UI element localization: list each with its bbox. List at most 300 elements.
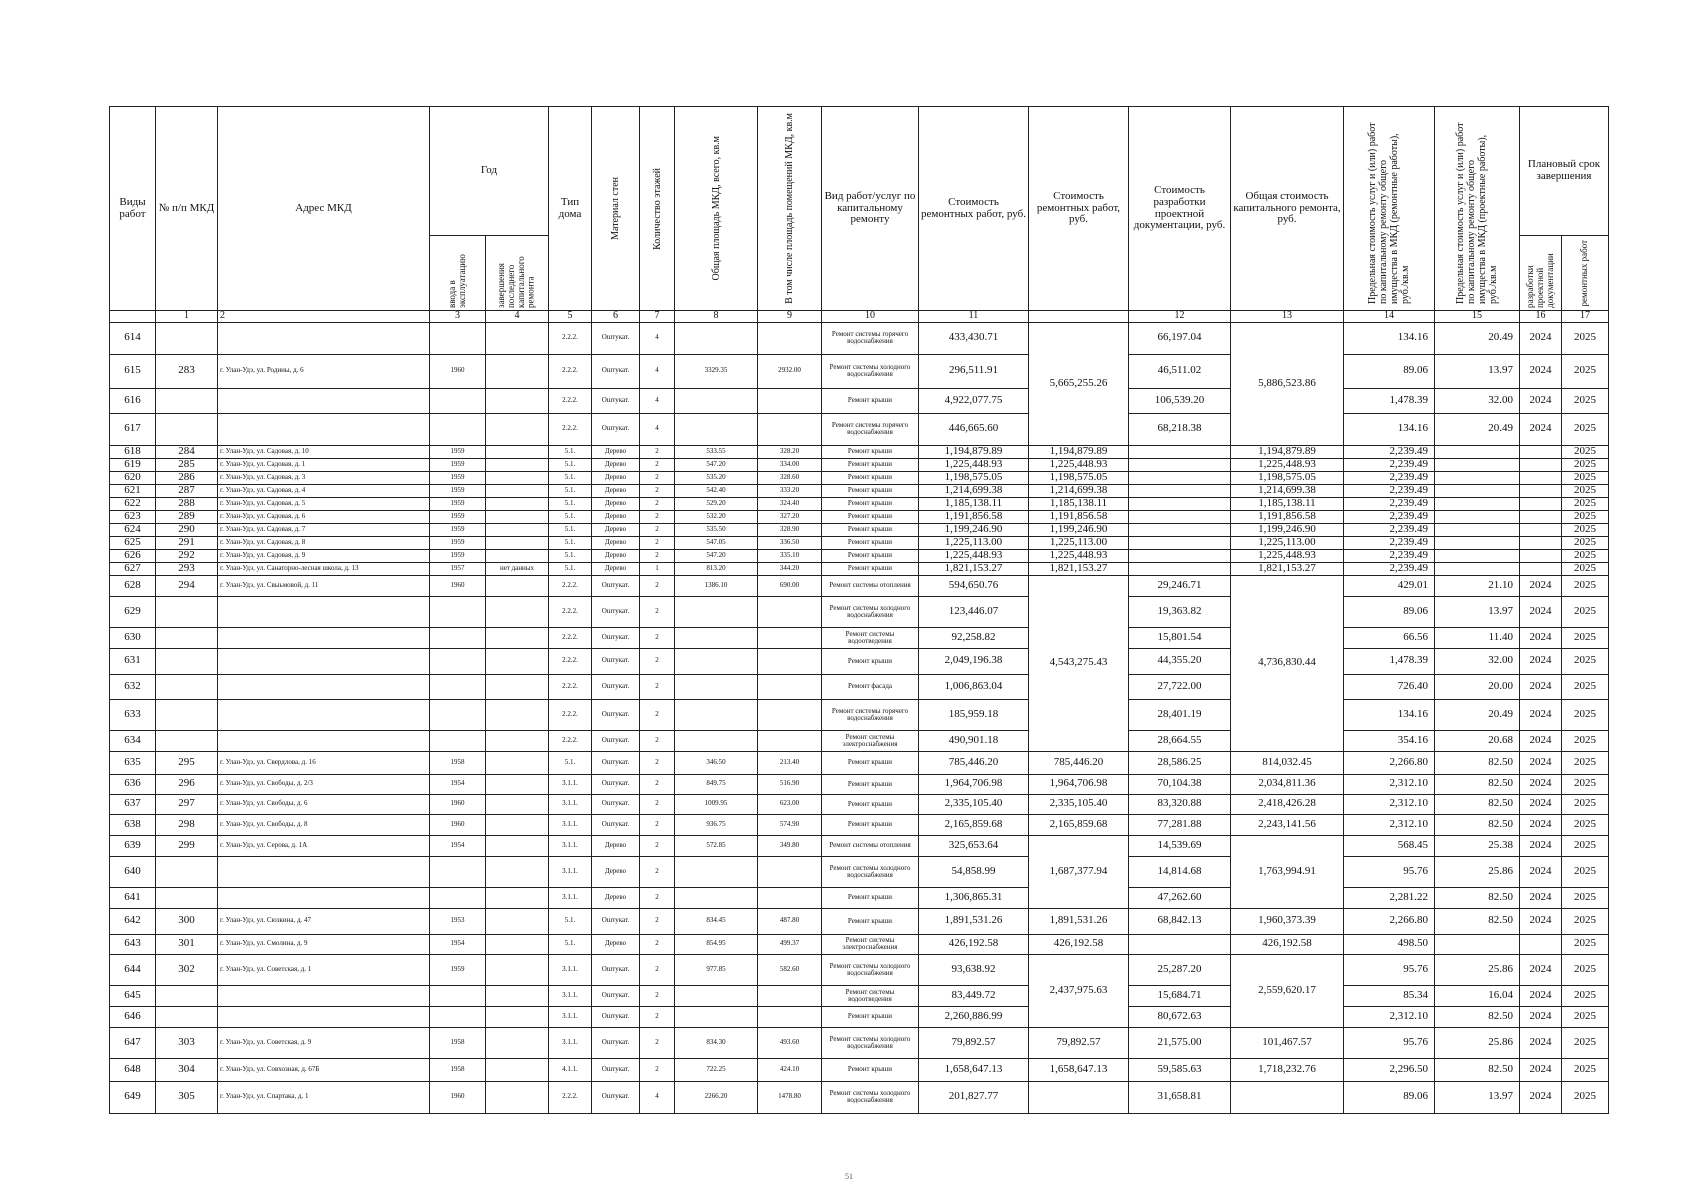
cost-design [1129, 934, 1231, 954]
deadline-works: 2025 [1562, 484, 1609, 497]
row-index: 649 [110, 1081, 156, 1113]
table-row [110, 699, 1609, 730]
deadline-works: 2025 [1562, 354, 1609, 388]
limit-design: 13.97 [1435, 596, 1520, 627]
limit-repair: 134.16 [1344, 413, 1435, 445]
cost-repair: 785,446.20 [919, 751, 1029, 774]
limit-design [1435, 549, 1520, 562]
cost-repair: 2,335,105.40 [919, 794, 1029, 814]
address [218, 596, 430, 627]
address: г. Улан-Удэ, ул. Свободы, д. 6 [218, 794, 430, 814]
limit-design: 82.50 [1435, 887, 1520, 908]
year-commission: 1959 [430, 445, 486, 458]
table-row [110, 536, 1609, 549]
work-type: Ремонт крыши [822, 445, 919, 458]
year-last-repair [486, 934, 549, 954]
work-type: Ремонт крыши [822, 814, 919, 835]
limit-repair: 2,239.49 [1344, 549, 1435, 562]
house-type: 2.2.2. [549, 354, 592, 388]
year-commission: 1959 [430, 484, 486, 497]
row-index: 628 [110, 575, 156, 596]
cost-design [1129, 549, 1231, 562]
page-number: 51 [845, 1172, 853, 1181]
house-type: 3.1.1. [549, 985, 592, 1006]
wall-material: Оштукат. [592, 575, 640, 596]
house-number: 295 [156, 751, 218, 774]
header-limit-repair-cell [1344, 107, 1435, 311]
area-total: 542.40 [675, 484, 758, 497]
cost-design: 14,539.69 [1129, 835, 1231, 856]
table-row [110, 908, 1609, 934]
limit-repair: 2,239.49 [1344, 445, 1435, 458]
limit-design: 82.50 [1435, 794, 1520, 814]
area-rooms: 499.37 [758, 934, 822, 954]
address [218, 985, 430, 1006]
cost-design: 21,575.00 [1129, 1027, 1231, 1058]
row-index: 614 [110, 322, 156, 354]
cost-repair: 1,225,448.93 [919, 458, 1029, 471]
floors: 2 [640, 774, 675, 794]
wall-material: Оштукат. [592, 794, 640, 814]
deadline-works: 2025 [1562, 934, 1609, 954]
year-commission [430, 388, 486, 413]
table-row [110, 794, 1609, 814]
cost-repair: 1,198,575.05 [919, 471, 1029, 484]
house-type: 2.2.2. [549, 575, 592, 596]
house-type: 2.2.2. [549, 413, 592, 445]
table-row [110, 388, 1609, 413]
area-total: 834.45 [675, 908, 758, 934]
area-rooms: 2932.00 [758, 354, 822, 388]
cost-repair: 1,214,699.38 [919, 484, 1029, 497]
deadline-design [1520, 536, 1562, 549]
limit-design: 13.97 [1435, 1081, 1520, 1113]
limit-design [1435, 510, 1520, 523]
year-last-repair [486, 835, 549, 856]
work-type: Ремонт системы холодного водоснабжения [822, 1081, 919, 1113]
house-type: 5.1. [549, 751, 592, 774]
deadline-works: 2025 [1562, 471, 1609, 484]
deadline-works: 2025 [1562, 413, 1609, 445]
cost-design: 68,842.13 [1129, 908, 1231, 934]
year-last-repair [486, 322, 549, 354]
limit-design: 82.50 [1435, 774, 1520, 794]
table-row [110, 562, 1609, 575]
cost-design [1129, 471, 1231, 484]
address: г. Улан-Удэ, ул. Садовая, д. 10 [218, 445, 430, 458]
house-type: 5.1. [549, 536, 592, 549]
limit-repair: 1,478.39 [1344, 388, 1435, 413]
work-type: Ремонт крыши [822, 887, 919, 908]
cost-repair-total: 2,335,105.40 [1029, 794, 1129, 814]
column-numbers-row [110, 311, 1609, 323]
cost-repair-total: 1,198,575.05 [1029, 471, 1129, 484]
deadline-works: 2025 [1562, 388, 1609, 413]
limit-design: 32.00 [1435, 648, 1520, 674]
house-type: 4.1.1. [549, 1058, 592, 1081]
work-type: Ремонт системы холодного водоснабжения [822, 856, 919, 887]
deadline-works: 2025 [1562, 751, 1609, 774]
cost-design: 44,355.20 [1129, 648, 1231, 674]
table-row [110, 985, 1609, 1006]
year-commission: 1959 [430, 471, 486, 484]
floors: 2 [640, 814, 675, 835]
area-total: 936.75 [675, 814, 758, 835]
year-last-repair [486, 699, 549, 730]
house-number: 286 [156, 471, 218, 484]
row-index: 624 [110, 523, 156, 536]
work-type: Ремонт крыши [822, 1058, 919, 1081]
area-total [675, 1006, 758, 1027]
column-number: 13 [1231, 311, 1344, 323]
table-row [110, 627, 1609, 648]
area-total: 854.95 [675, 934, 758, 954]
address [218, 413, 430, 445]
header-area-total-cell [675, 107, 758, 311]
header-cost-total: Общая стоимость капитального ремонта, руб. [1231, 107, 1344, 311]
year-commission: 1954 [430, 934, 486, 954]
column-number: 4 [486, 311, 549, 323]
address: г. Улан-Удэ, ул. Свободы, д. 2/3 [218, 774, 430, 794]
address: г. Улан-Удэ, ул. Садовая, д. 4 [218, 484, 430, 497]
house-type: 5.1. [549, 549, 592, 562]
area-total: 2266.20 [675, 1081, 758, 1113]
address: г. Улан-Удэ, ул. Спартака, д. 1 [218, 1081, 430, 1113]
deadline-works: 2025 [1562, 908, 1609, 934]
house-number [156, 856, 218, 887]
deadline-works: 2025 [1562, 562, 1609, 575]
header-year-last-repair-cell [486, 236, 549, 311]
wall-material: Дерево [592, 497, 640, 510]
cost-total: 2,559,620.17 [1231, 954, 1344, 1027]
year-last-repair [486, 575, 549, 596]
deadline-design [1520, 458, 1562, 471]
work-type: Ремонт системы холодного водоснабжения [822, 354, 919, 388]
year-commission [430, 413, 486, 445]
floors: 2 [640, 856, 675, 887]
cost-repair-total: 1,225,113.00 [1029, 536, 1129, 549]
cost-repair: 1,185,138.11 [919, 497, 1029, 510]
deadline-design: 2024 [1520, 908, 1562, 934]
house-type: 3.1.1. [549, 1027, 592, 1058]
house-type: 2.2.2. [549, 388, 592, 413]
address: г. Улан-Удэ, ул. Садовая, д. 1 [218, 458, 430, 471]
deadline-works: 2025 [1562, 510, 1609, 523]
house-type: 5.1. [549, 934, 592, 954]
year-commission [430, 596, 486, 627]
cost-repair: 1,821,153.27 [919, 562, 1029, 575]
house-number [156, 627, 218, 648]
area-rooms: 327.20 [758, 510, 822, 523]
year-commission: 1954 [430, 774, 486, 794]
area-rooms: 1478.80 [758, 1081, 822, 1113]
deadline-works: 2025 [1562, 985, 1609, 1006]
limit-repair: 2,239.49 [1344, 510, 1435, 523]
limit-repair: 2,312.10 [1344, 1006, 1435, 1027]
limit-repair: 85.34 [1344, 985, 1435, 1006]
work-type: Ремонт крыши [822, 908, 919, 934]
house-number: 297 [156, 794, 218, 814]
row-index: 619 [110, 458, 156, 471]
cost-design: 47,262.60 [1129, 887, 1231, 908]
cost-repair: 1,891,531.26 [919, 908, 1029, 934]
cost-repair-total: 2,165,859.68 [1029, 814, 1129, 835]
year-commission [430, 887, 486, 908]
year-last-repair [486, 536, 549, 549]
header-address: Адрес МКД [218, 107, 430, 311]
floors: 2 [640, 730, 675, 751]
cost-total: 1,198,575.05 [1231, 471, 1344, 484]
cost-repair-total: 426,192.58 [1029, 934, 1129, 954]
wall-material: Оштукат. [592, 730, 640, 751]
area-rooms: 574.90 [758, 814, 822, 835]
cost-total: 1,821,153.27 [1231, 562, 1344, 575]
year-last-repair [486, 674, 549, 699]
year-last-repair [486, 445, 549, 458]
area-total [675, 627, 758, 648]
house-type: 5.1. [549, 908, 592, 934]
deadline-works: 2025 [1562, 674, 1609, 699]
house-number: 284 [156, 445, 218, 458]
house-type: 5.1. [549, 484, 592, 497]
area-rooms [758, 627, 822, 648]
limit-repair: 95.76 [1344, 1027, 1435, 1058]
year-last-repair [486, 648, 549, 674]
work-type: Ремонт системы горячего водоснабжения [822, 699, 919, 730]
deadline-works: 2025 [1562, 497, 1609, 510]
house-number: 298 [156, 814, 218, 835]
address: г. Улан-Удэ, ул. Садовая, д. 3 [218, 471, 430, 484]
header-floors-cell [640, 107, 675, 311]
year-last-repair [486, 388, 549, 413]
area-total: 532.20 [675, 510, 758, 523]
header-num: № п/п МКД [156, 107, 218, 311]
header-year-last-repair: завершения последнего капитального ремонта [496, 256, 536, 308]
header-deadline-design-cell [1520, 236, 1562, 311]
year-last-repair [486, 596, 549, 627]
table-row [110, 751, 1609, 774]
floors: 2 [640, 1027, 675, 1058]
row-index: 615 [110, 354, 156, 388]
cost-repair: 79,892.57 [919, 1027, 1029, 1058]
work-type: Ремонт системы холодного водоснабжения [822, 954, 919, 985]
wall-material: Дерево [592, 562, 640, 575]
area-total: 977.85 [675, 954, 758, 985]
deadline-design [1520, 510, 1562, 523]
limit-design: 82.50 [1435, 1058, 1520, 1081]
cost-total: 1,194,879.89 [1231, 445, 1344, 458]
deadline-design [1520, 445, 1562, 458]
cost-design: 77,281.88 [1129, 814, 1231, 835]
year-last-repair [486, 774, 549, 794]
table-row [110, 497, 1609, 510]
cost-repair: 1,194,879.89 [919, 445, 1029, 458]
cost-repair-total: 1,891,531.26 [1029, 908, 1129, 934]
house-number [156, 674, 218, 699]
floors: 2 [640, 1058, 675, 1081]
floors: 2 [640, 751, 675, 774]
area-rooms [758, 388, 822, 413]
deadline-works: 2025 [1562, 835, 1609, 856]
table-row [110, 523, 1609, 536]
limit-repair: 134.16 [1344, 699, 1435, 730]
row-index: 639 [110, 835, 156, 856]
cost-repair-total: 785,446.20 [1029, 751, 1129, 774]
limit-design: 20.49 [1435, 413, 1520, 445]
wall-material: Оштукат. [592, 1081, 640, 1113]
area-rooms: 324.40 [758, 497, 822, 510]
wall-material: Дерево [592, 835, 640, 856]
floors: 2 [640, 523, 675, 536]
table-row [110, 458, 1609, 471]
year-commission: 1959 [430, 549, 486, 562]
cost-design [1129, 536, 1231, 549]
cost-repair-total: 1,214,699.38 [1029, 484, 1129, 497]
address [218, 1006, 430, 1027]
deadline-works: 2025 [1562, 596, 1609, 627]
column-number: 17 [1562, 311, 1609, 323]
header-deadline-works-cell [1562, 236, 1609, 311]
area-rooms [758, 1006, 822, 1027]
work-type: Ремонт крыши [822, 536, 919, 549]
area-rooms: 690.00 [758, 575, 822, 596]
header-year-commission: ввода в эксплуатацию [446, 254, 467, 308]
cost-design: 28,664.55 [1129, 730, 1231, 751]
work-type: Ремонт системы отопления [822, 835, 919, 856]
floors: 4 [640, 354, 675, 388]
area-rooms: 349.80 [758, 835, 822, 856]
house-type: 2.2.2. [549, 674, 592, 699]
work-type: Ремонт системы электроснабжения [822, 934, 919, 954]
header-floors: Количество этажей [651, 167, 663, 250]
cost-repair: 1,191,856.58 [919, 510, 1029, 523]
limit-repair: 2,239.49 [1344, 471, 1435, 484]
address: г. Улан-Удэ, ул. Смолина, д. 9 [218, 934, 430, 954]
cost-total: 1,199,246.90 [1231, 523, 1344, 536]
header-area-total: Общая площадь МКД, всего, кв.м [710, 136, 722, 281]
floors: 2 [640, 674, 675, 699]
area-total: 346.50 [675, 751, 758, 774]
area-rooms: 344.20 [758, 562, 822, 575]
limit-repair: 2,312.10 [1344, 774, 1435, 794]
work-type: Ремонт крыши [822, 510, 919, 523]
wall-material: Оштукат. [592, 954, 640, 985]
house-number [156, 596, 218, 627]
floors: 2 [640, 471, 675, 484]
address [218, 674, 430, 699]
area-total: 547.20 [675, 549, 758, 562]
work-type: Ремонт системы холодного водоснабжения [822, 1027, 919, 1058]
work-type: Ремонт системы водоотведения [822, 985, 919, 1006]
cost-total: 1,960,373.39 [1231, 908, 1344, 934]
cost-repair: 201,827.77 [919, 1081, 1029, 1113]
limit-repair: 66.56 [1344, 627, 1435, 648]
header-deadline: Плановый срок завершения [1520, 107, 1609, 236]
limit-design: 13.97 [1435, 354, 1520, 388]
cost-total: 2,418,426.28 [1231, 794, 1344, 814]
row-index: 632 [110, 674, 156, 699]
cost-design: 28,401.19 [1129, 699, 1231, 730]
year-last-repair [486, 1081, 549, 1113]
cost-design [1129, 445, 1231, 458]
table-row [110, 575, 1609, 596]
wall-material: Дерево [592, 934, 640, 954]
floors: 2 [640, 934, 675, 954]
cost-repair-total: 1,199,246.90 [1029, 523, 1129, 536]
deadline-design: 2024 [1520, 596, 1562, 627]
deadline-design: 2024 [1520, 699, 1562, 730]
table-row [110, 1058, 1609, 1081]
deadline-design: 2024 [1520, 627, 1562, 648]
year-commission: 1958 [430, 1027, 486, 1058]
cost-repair-total: 1,191,856.58 [1029, 510, 1129, 523]
deadline-design: 2024 [1520, 674, 1562, 699]
header-cost-design: Стоимость разработки проектной документации, руб. [1129, 107, 1231, 311]
year-commission: 1960 [430, 1081, 486, 1113]
limit-repair: 89.06 [1344, 354, 1435, 388]
header-deadline-design: разработки проектной документации [1524, 253, 1555, 308]
area-total [675, 596, 758, 627]
limit-repair: 2,312.10 [1344, 814, 1435, 835]
limit-design [1435, 523, 1520, 536]
wall-material: Дерево [592, 887, 640, 908]
address: г. Улан-Удэ, ул. Садовая, д. 5 [218, 497, 430, 510]
deadline-design: 2024 [1520, 985, 1562, 1006]
cost-total: 1,763,994.91 [1231, 835, 1344, 908]
address: г. Улан-Удэ, ул. Свердлова, д. 16 [218, 751, 430, 774]
cost-repair: 2,049,196.38 [919, 648, 1029, 674]
cost-repair: 185,959.18 [919, 699, 1029, 730]
deadline-works: 2025 [1562, 523, 1609, 536]
table-row [110, 835, 1609, 856]
limit-design [1435, 934, 1520, 954]
cost-design: 28,586.25 [1129, 751, 1231, 774]
year-commission: 1958 [430, 1058, 486, 1081]
house-type: 3.1.1. [549, 774, 592, 794]
column-number: 9 [758, 311, 822, 323]
house-type: 3.1.1. [549, 794, 592, 814]
area-rooms [758, 596, 822, 627]
year-commission [430, 322, 486, 354]
table-row [110, 730, 1609, 751]
row-index: 620 [110, 471, 156, 484]
header-wall: Материал стен [610, 177, 621, 240]
area-total: 547.20 [675, 458, 758, 471]
address: г. Улан-Удэ, ул. Санаторно-лесная школа, д. 13 [218, 562, 430, 575]
house-number: 283 [156, 354, 218, 388]
address: г. Улан-Удэ, ул. Серова, д. 1А [218, 835, 430, 856]
cost-total: 1,225,448.93 [1231, 549, 1344, 562]
limit-design [1435, 562, 1520, 575]
cost-design: 68,218.38 [1129, 413, 1231, 445]
year-commission [430, 1006, 486, 1027]
house-number [156, 730, 218, 751]
work-type: Ремонт крыши [822, 794, 919, 814]
deadline-design: 2024 [1520, 322, 1562, 354]
table-row [110, 1006, 1609, 1027]
header-limit-design: Предельная стоимость услуг и (или) работ по капитальному ремонту общего имущества в МКД (проектные работы), руб./кв.м [1455, 122, 1499, 304]
house-number: 289 [156, 510, 218, 523]
cost-repair: 83,449.72 [919, 985, 1029, 1006]
table-row [110, 887, 1609, 908]
area-total: 1009.95 [675, 794, 758, 814]
address: г. Улан-Удэ, ул. Советская, д. 1 [218, 954, 430, 985]
house-type: 5.1. [549, 523, 592, 536]
table-row [110, 674, 1609, 699]
year-last-repair [486, 627, 549, 648]
floors: 2 [640, 835, 675, 856]
deadline-works: 2025 [1562, 458, 1609, 471]
